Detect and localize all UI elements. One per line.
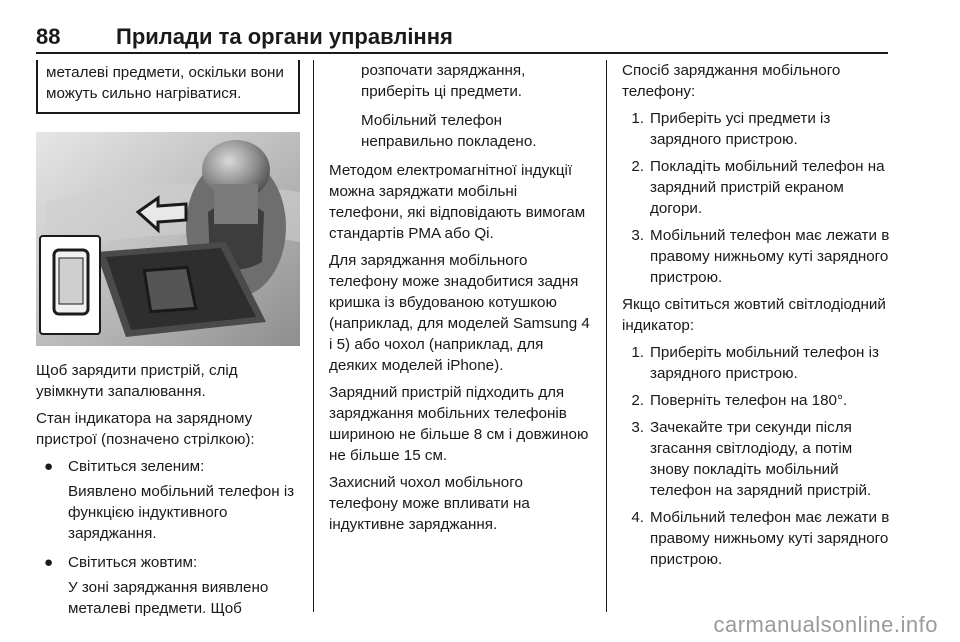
column-divider xyxy=(606,60,607,612)
section-heading: Якщо світиться жовтий світлодіодний індикатор: xyxy=(622,296,886,334)
list-item: 2. Покладіть мобільний телефон на зарядний пристрій екраном догори. xyxy=(631,158,885,217)
bullet-marker: ● xyxy=(44,458,54,475)
watermark: carmanualsonline.info xyxy=(713,612,938,637)
warning-box xyxy=(36,60,300,114)
column-middle xyxy=(329,60,595,541)
page-header xyxy=(36,24,888,54)
list-item xyxy=(36,552,300,573)
page-title: Прилади та органи управління xyxy=(116,24,453,49)
warning-text: металеві предмети, оскільки вони можуть сильно нагріватися. xyxy=(46,64,284,102)
list-item: 1. Приберіть мобільний телефон із зарядного пристрою. xyxy=(631,344,879,382)
list-item: 2. Поверніть телефон на 180°. xyxy=(631,392,848,409)
column-left xyxy=(36,60,300,627)
bullet-detail-continued: розпочати заряджання, приберіть ці предмети. xyxy=(361,62,526,100)
bullet-detail: Виявлено мобільний телефон із функцією індуктивного заряджання. xyxy=(68,483,295,542)
section-heading: Спосіб заряджання мобільного телефону: xyxy=(622,62,841,100)
bullet-label: Світиться зеленим: xyxy=(68,458,205,475)
paragraph: Захисний чохол мобільного телефону може впливати на індуктивне заряджання. xyxy=(329,474,530,533)
list-item: 4. Мобільний телефон має лежати в правому нижньому куті зарядного пристрою. xyxy=(631,509,890,568)
bullet-detail-continued: Мобільний телефон неправильно покладено. xyxy=(361,112,537,150)
paragraph: Стан індикатора на зарядному пристрої (позначено стрілкою): xyxy=(36,410,255,448)
paragraph: Для заряджання мобільного телефону може знадобитися задня кришка із вбудованою котушкою (наприклад, для моделей Samsung 4 і 5) або чохол (наприклад, для деяких моделей iPhone). xyxy=(329,252,590,374)
list-item xyxy=(36,456,300,477)
list-item: 3. Мобільний телефон має лежати в правому нижньому куті зарядного пристрою. xyxy=(631,227,890,286)
wireless-charger-illustration xyxy=(36,132,300,346)
paragraph: Щоб зарядити пристрій, слід увімкнути запалювання. xyxy=(36,362,238,400)
list-item: 1. Приберіть усі предмети із зарядного пристрою. xyxy=(631,110,831,148)
page-number: 88 xyxy=(36,24,61,49)
paragraph: Методом електромагнітної індукції можна заряджати мобільні телефони, які відповідають вимогам стандартів PMA або Qi. xyxy=(329,162,586,242)
phone-icon xyxy=(54,250,88,314)
charger-photo xyxy=(36,132,300,346)
bullet-label: Світиться жовтим: xyxy=(68,554,198,571)
bullet-marker: ● xyxy=(44,554,54,571)
paragraph: Зарядний пристрій підходить для заряджання мобільних телефонів шириною не більше 8 см і довжиною не більше 15 см. xyxy=(329,384,589,464)
column-divider xyxy=(313,60,314,612)
list-item: 3. Зачекайте три секунди після згасання світлодіоду, а потім знову покладіть мобільний телефон на зарядний пристрій. xyxy=(631,419,872,499)
column-right xyxy=(622,60,890,576)
bullet-detail: У зоні заряджання виявлено металеві предмети. Щоб xyxy=(68,579,269,617)
